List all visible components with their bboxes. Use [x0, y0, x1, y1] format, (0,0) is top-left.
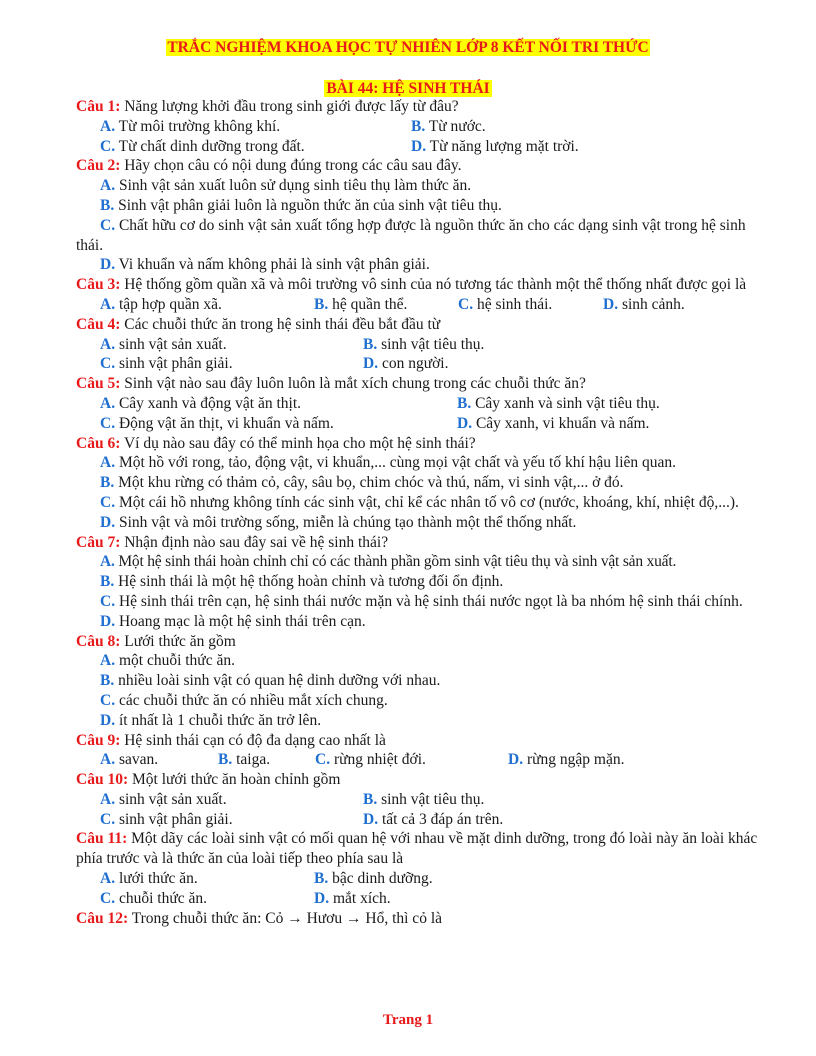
question-6: Câu 6: Ví dụ nào sau đây có thể minh họa cho một hệ sinh thái?: [76, 434, 476, 452]
options-row: [76, 790, 776, 810]
option-a: A. Một hồ với rong, tảo, động vật, vi khuẩn,... cùng mọi vật chất và yếu tố khí hậu liên quan.: [100, 454, 677, 472]
option-a: A. sinh vật sản xuất.: [100, 335, 227, 353]
option-d: D. mắt xích.: [314, 889, 391, 907]
option-d: D. Hoang mạc là một hệ sinh thái trên cạn.: [100, 612, 366, 630]
option-c: C. Động vật ăn thịt, vi khuẩn và nấm.: [100, 414, 334, 432]
question-11: Câu 11: Một dãy các loài sinh vật có mối quan hệ với nhau về mặt dinh dưỡng, trong đó loài này ăn loài khác phía trước và là thức ăn của loài tiếp theo phía sau là: [76, 830, 758, 868]
option-b: B. Sinh vật phân giải luôn là nguồn thức ăn của sinh vật tiêu thụ.: [100, 196, 502, 214]
option-b: B. Hệ sinh thái là một hệ thống hoàn chỉnh và tương đối ổn định.: [100, 573, 504, 591]
question-10: Câu 10: Một lưới thức ăn hoàn chỉnh gồm: [76, 771, 341, 789]
option-b: B. Cây xanh và sinh vật tiêu thụ.: [457, 394, 660, 412]
option-d: D. Sinh vật và môi trường sống, miễn là chúng tạo thành một thể thống nhất.: [100, 513, 577, 531]
page-number: Trang 1: [382, 1012, 434, 1028]
option-c: C. hệ sinh thái.: [458, 295, 553, 313]
option-a: A. Từ môi trường không khí.: [100, 117, 281, 135]
option-d: D. tất cả 3 đáp án trên.: [363, 810, 504, 828]
option-a: A. một chuỗi thức ăn.: [100, 652, 235, 670]
option-d: D. con người.: [363, 355, 449, 373]
options-row: [76, 117, 776, 137]
question-4: Câu 4: Các chuỗi thức ăn trong hệ sinh thái đều bắt đầu từ: [76, 315, 441, 333]
option-a: A. savan.: [100, 751, 159, 769]
question-1: Câu 1: Năng lượng khởi đầu trong sinh giới được lấy từ đâu?: [76, 98, 459, 115]
option-a: A. lưới thức ăn.: [100, 870, 198, 888]
options-row: [76, 750, 776, 770]
option-a: A. Cây xanh và động vật ăn thịt.: [100, 394, 302, 412]
option-c: C. rừng nhiệt đới.: [315, 751, 426, 769]
options-row: [76, 889, 776, 909]
options-row: [76, 354, 776, 374]
option-c: C. các chuỗi thức ăn có nhiều mắt xích chung.: [100, 691, 388, 709]
option-d: D. ít nhất là 1 chuỗi thức ăn trở lên.: [100, 711, 322, 729]
document-title: TRẮC NGHIỆM KHOA HỌC TỰ NHIÊN LỚP 8 KẾT NỐI TRI THỨC: [167, 39, 649, 56]
option-b: B. Một khu rừng có thảm cỏ, cây, sâu bọ, chim chóc và thú, nấm, vi sinh vật,... ở đó.: [100, 474, 624, 492]
options-row: [76, 295, 776, 315]
option-d: D. rừng ngập mặn.: [508, 751, 625, 769]
option-c: C. sinh vật phân giải.: [100, 810, 233, 828]
options-row: [76, 869, 776, 889]
option-a: A. Sinh vật sản xuất luôn sử dụng sinh tiêu thụ làm thức ăn.: [100, 177, 472, 195]
option-d: D. sinh cảnh.: [603, 295, 685, 313]
option-b: B. sinh vật tiêu thụ.: [363, 335, 485, 353]
question-5: Câu 5: Sinh vật nào sau đây luôn luôn là mắt xích chung trong các chuỗi thức ăn?: [76, 375, 586, 393]
option-b: B. bậc dinh dưỡng.: [314, 870, 433, 888]
options-row: [76, 394, 776, 414]
option-c: C. chuỗi thức ăn.: [100, 889, 207, 907]
option-c: C. Một cái hồ nhưng không tính các sinh vật, chỉ kể các nhân tố vô cơ (nước, khoáng, khí, nhiệt độ,...).: [100, 493, 739, 511]
lesson-title: BÀI 44: HỆ SINH THÁI: [326, 80, 490, 97]
option-a: A. tập hợp quần xã.: [100, 295, 222, 313]
option-b: B. taiga.: [218, 751, 271, 769]
option-b: B. sinh vật tiêu thụ.: [363, 790, 485, 808]
options-row: [76, 335, 776, 355]
option-b: B. Từ nước.: [411, 117, 486, 135]
question-12: Câu 12: Trong chuỗi thức ăn: Cỏ → Hươu → Hổ, thì cỏ là: [76, 909, 442, 927]
question-9: Câu 9: Hệ sinh thái cạn có độ đa dạng cao nhất là: [76, 731, 386, 749]
option-a: A. Một hệ sinh thái hoàn chỉnh chỉ có các thành phần gồm sinh vật tiêu thụ và sinh vật sản xuất.: [100, 553, 677, 571]
question-3: Câu 3: Hệ thống gồm quần xã và môi trường vô sinh của nó tương tác thành một thể thống nhất được gọi là: [76, 276, 747, 294]
option-d: D. Từ năng lượng mặt trời.: [411, 137, 579, 155]
question-7: Câu 7: Nhận định nào sau đây sai về hệ sinh thái?: [76, 533, 389, 551]
question-8: Câu 8: Lưới thức ăn gồm: [76, 632, 236, 650]
options-row: [76, 137, 776, 157]
question-2: Câu 2: Hãy chọn câu có nội dung đúng trong các câu sau đây.: [76, 157, 462, 175]
option-c: C. Chất hữu cơ do sinh vật sản xuất tổng hợp được là nguồn thức ăn cho các dạng sinh vật trong hệ sinh thái.: [76, 216, 746, 254]
options-row: [76, 810, 776, 830]
option-d: D. Vi khuẩn và nấm không phải là sinh vật phân giải.: [100, 256, 430, 274]
question-list: [76, 97, 776, 928]
option-a: A. sinh vật sản xuất.: [100, 790, 227, 808]
option-b: B. nhiều loài sinh vật có quan hệ dinh dưỡng với nhau.: [100, 672, 441, 690]
options-row: [76, 414, 776, 434]
option-b: B. hệ quần thể.: [314, 295, 408, 313]
option-d: D. Cây xanh, vi khuẩn và nấm.: [457, 414, 650, 432]
option-c: C. sinh vật phân giải.: [100, 355, 233, 373]
option-c: C. Từ chất dinh dưỡng trong đất.: [100, 137, 305, 155]
option-c: C. Hệ sinh thái trên cạn, hệ sinh thái nước mặn và hệ sinh thái nước ngọt là ba nhóm hệ sinh thái chính.: [100, 592, 743, 610]
